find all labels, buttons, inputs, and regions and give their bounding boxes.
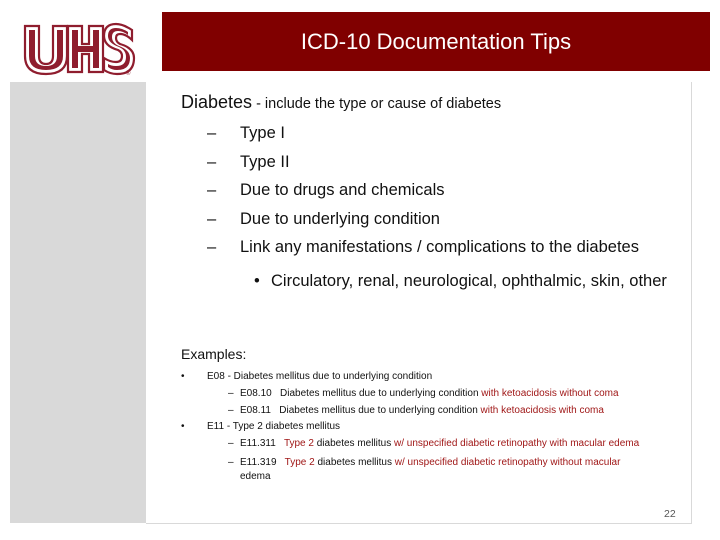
example-e08-11 <box>240 404 604 417</box>
uhs-logo <box>22 20 137 76</box>
heading-main: Diabetes <box>181 92 253 112</box>
dash-marker: – <box>207 209 217 228</box>
desc: diabetes mellitus <box>317 457 392 468</box>
highlight: w/ unspecified diabetic retinopathy with macular edema <box>394 438 640 449</box>
example-e08-10 <box>240 387 619 400</box>
example-e11: E11 - Type 2 diabetes mellitus <box>207 421 341 432</box>
example-dash-marker: – <box>228 438 234 449</box>
example-e11-319-continuation: edema <box>240 471 271 482</box>
sub-bullet-item <box>254 268 684 294</box>
highlight: with ketoacidosis without coma <box>481 388 619 399</box>
code: E11.311 <box>240 438 276 449</box>
registered-mark: ® <box>126 71 131 76</box>
desc: diabetes mellitus <box>316 438 392 449</box>
highlight: Type 2 <box>284 457 315 468</box>
example-dash-marker: – <box>228 388 234 399</box>
bullet-marker: • <box>254 272 260 290</box>
heading-sub: - include the type or cause of diabetes <box>252 96 502 112</box>
title-bar <box>162 12 710 71</box>
list-item-label: Link any manifestations / complications to the diabetes <box>240 238 639 256</box>
list-item-label: Type I <box>240 124 285 142</box>
page-title: ICD-10 Documentation Tips <box>300 28 572 54</box>
list-item-label: Due to drugs and chemicals <box>240 181 445 199</box>
highlight: w/ unspecified diabetic retinopathy without macular <box>394 457 621 468</box>
section-heading <box>181 92 501 113</box>
sub-bullet-label: Circulatory, renal, neurological, ophthalmic, skin, other <box>271 272 667 290</box>
dash-marker: – <box>207 181 217 199</box>
example-dash-marker: – <box>228 457 234 468</box>
code: E08.11 <box>240 405 271 416</box>
example-e11-311 <box>240 437 639 450</box>
left-gray-strip <box>10 82 146 523</box>
page-number: 22 <box>664 508 676 520</box>
code: E11.319 <box>240 457 277 468</box>
example-e08: E08 - Diabetes mellitus due to underlying condition <box>207 371 433 382</box>
example-bullet-marker: • <box>181 371 185 382</box>
example-dash-marker: – <box>228 405 234 416</box>
example-bullet-marker: • <box>181 421 185 432</box>
list-item-label: Due to underlying condition <box>240 209 440 228</box>
highlight: with ketoacidosis with coma <box>480 405 604 416</box>
desc: Diabetes mellitus due to underlying condition <box>280 388 479 399</box>
dash-marker: – <box>207 238 217 256</box>
highlight: Type 2 <box>283 438 314 449</box>
dash-marker: – <box>207 152 217 171</box>
dash-marker: – <box>207 124 217 142</box>
example-e11-319 <box>240 456 620 469</box>
examples-label: Examples: <box>181 346 247 362</box>
code: E08.10 <box>240 388 272 399</box>
list-item-label: Type II <box>240 152 290 171</box>
desc: Diabetes mellitus due to underlying condition <box>279 405 478 416</box>
